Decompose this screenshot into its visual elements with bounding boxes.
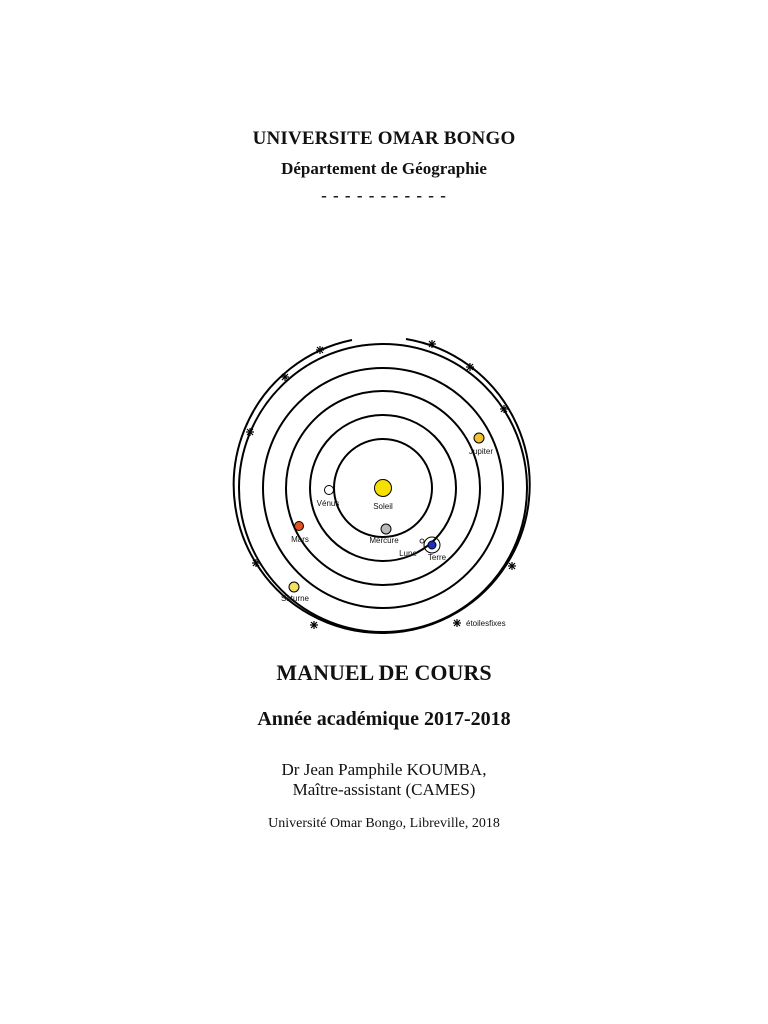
star-icon xyxy=(310,621,318,629)
earth-icon xyxy=(428,541,436,549)
mars-icon xyxy=(295,522,304,531)
label-sun: Soleil xyxy=(373,502,393,511)
solar-system-diagram xyxy=(232,332,532,642)
header-separator: - - - - - - - - - - - xyxy=(321,186,447,205)
star-icon xyxy=(508,562,516,570)
affiliation: Université Omar Bongo, Libreville, 2018 xyxy=(268,816,500,831)
sun-icon xyxy=(375,480,392,497)
label-earth: Terre xyxy=(427,553,447,562)
star-icon xyxy=(281,373,289,381)
academic-year: Année académique 2017-2018 xyxy=(257,708,511,730)
author-name: Dr Jean Pamphile KOUMBA, xyxy=(281,760,487,779)
mercury-icon xyxy=(381,524,391,534)
label-saturn: Saturne xyxy=(280,594,310,603)
venus-icon xyxy=(325,486,334,495)
star-icon xyxy=(428,340,436,348)
label-moon: Lune xyxy=(399,549,417,558)
star-icon xyxy=(316,346,324,354)
star-icon xyxy=(500,405,508,413)
jupiter-icon xyxy=(474,433,484,443)
star-icon xyxy=(246,428,254,436)
label-fixed-stars: étoilesfixes xyxy=(466,619,506,628)
star-icon xyxy=(453,619,461,627)
label-mars: Mars xyxy=(291,535,309,544)
star-icon xyxy=(466,363,474,371)
department-name: Département de Géographie xyxy=(281,159,487,178)
label-jupiter: Jupiter xyxy=(468,447,494,456)
label-venus: Vénus xyxy=(316,499,340,508)
saturn-icon xyxy=(289,582,299,592)
university-name: UNIVERSITE OMAR BONGO xyxy=(252,128,516,149)
label-mercury: Mercure xyxy=(369,536,399,545)
author-role: Maître-assistant (CAMES) xyxy=(292,780,476,799)
star-icon xyxy=(252,559,260,567)
document-title: MANUEL DE COURS xyxy=(276,660,492,685)
moon-icon xyxy=(420,539,424,543)
